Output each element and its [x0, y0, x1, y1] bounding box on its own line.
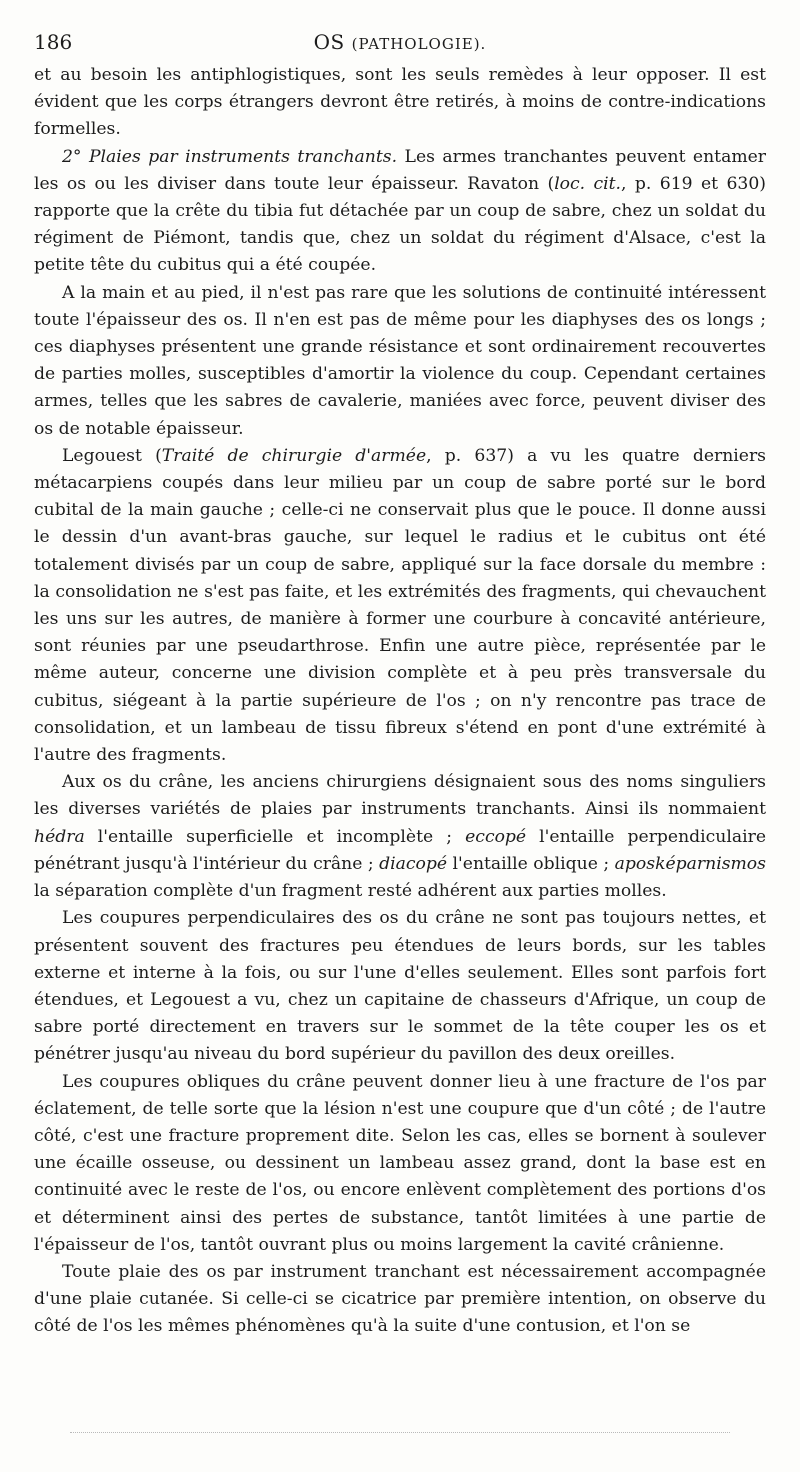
paragraph-text: Les coupures obliques du crâne peuvent donner lieu à une fracture de l'os par éclatement, de telle sorte que la lésion n'est une coupure que d'un côté ; de l'autre côté, c'est une fracture proprement dite. Selon les cas, elles se bornent à soulever une écaille osseuse, ou dessinent un lambeau assez grand, dont la base est en continuité avec le reste de l'os, ou encore enlèvent complètement des portions d'os et déterminent ainsi des pertes de substance, tantôt limitées à une partie de l'épaisseur de l'os, tantôt ouvrant plus ou moins largement la cavité crânienne.: [34, 1071, 766, 1255]
paragraph-text: l'entaille superficielle et incomplète ;: [84, 826, 466, 847]
paragraph-text: Les armes tranchantes peuvent entamer les os ou les diviser dans toute leur épaisseur. Ravaton (: [34, 146, 766, 194]
term: diacopé: [379, 853, 448, 874]
running-header: [34, 28, 766, 58]
paragraph-continued: [34, 62, 766, 144]
paragraph-text: , p. 637) a vu les quatre derniers métacarpiens coupés dans leur milieu par un coup de sabre porté sur le bord cubital de la main gauche ; celle-ci ne conservait plus que le pouce. Il donne aussi le dessin d'un avant-bras gauche, sur lequel le radius et le cubitus ont été totalement divisés par un coup de sabre, appliqué sur la face dorsale du membre : la consolidation ne s'est pas faite, et les extrémités des fragments, qui chevauchent les uns sur les autres, de manière à former une courbure à concavité antérieure, sont réunies par une pseudarthrose. Enfin une autre pièce, représentée par le même auteur, concerne une division complète et à peu près transversale du cubitus, siégeant à la partie supérieure de l'os ; on n'y rencontre pas trace de consolidation, et un lambeau de tissu fibreux s'étend en pont d'une extrémité à l'autre des fragments.: [34, 445, 766, 766]
paragraph: [34, 769, 766, 905]
paragraph-text: Les coupures perpendiculaires des os du crâne ne sont pas toujours nettes, et présentent souvent des fractures peu étendues de leurs bords, sur les tables externe et interne à la fois, ou sur l'une d'elles seulement. Elles sont parfois fort étendues, et Legouest a vu, chez un capitaine de chasseurs d'Afrique, un coup de sabre porté directement en travers sur le sommet de la tête couper les os et pénétrer jusqu'au niveau du bord supérieur du pavillon des deux oreilles.: [34, 908, 766, 1065]
paragraph: [34, 443, 766, 769]
paragraph-text: l'entaille oblique ;: [447, 853, 615, 874]
paragraph-text: et au besoin les antiphlogistiques, sont les seuls remèdes à leur opposer. Il est évident que les corps étrangers devront être retirés, à moins de contre-indications formelles.: [34, 65, 766, 140]
paragraph: [34, 1259, 766, 1341]
paragraph-text: l'entaille perpendiculaire pénétrant jusqu'à l'intérieur du crâne ;: [34, 826, 766, 874]
paragraph-section-2: [34, 144, 766, 280]
citation: loc. cit.: [554, 173, 622, 194]
running-title-sub: (PATHOLOGIE).: [351, 35, 487, 53]
page-body: [34, 62, 766, 1341]
paragraph: [34, 905, 766, 1068]
paragraph-text: la séparation complète d'un fragment resté adhérent aux parties molles.: [34, 881, 667, 902]
paragraph-text: Aux os du crâne, les anciens chirurgiens désignaient sous des noms singuliers les diverses variétés de plaies par instruments tranchants. Ainsi ils nommaient: [34, 772, 766, 820]
paragraph-text: Toute plaie des os par instrument tranchant est nécessairement accompagnée d'une plaie cutanée. Si celle-ci se cicatrice par première intention, on observe du côté de l'os les mêmes phénomènes qu'à la suite d'une contusion, et l'on se: [34, 1261, 766, 1337]
running-title-main: OS: [313, 30, 345, 54]
citation: Traité de chirurgie d'armée: [161, 445, 427, 466]
paragraph-text: A la main et au pied, il n'est pas rare que les solutions de continuité intéressent toute l'épaisseur des os. Il n'en est pas de même pour les diaphyses des os longs ; ces diaphyses présentent une grande résistance et sont ordinairement recouvertes de parties molles, susceptibles d'amortir la violence du coup. Cependant certaines armes, telles que les sabres de cavalerie, maniées avec force, peuvent diviser des os de notable épaisseur.: [34, 282, 766, 439]
footer-rule: [70, 1432, 730, 1433]
paragraph-text: , p. 619 et 630) rapporte que la crête du tibia fut détachée par un coup de sabre, chez un soldat du régiment de Piémont, tandis que, chez un soldat du régiment d'Alsace, c'est la petite tête du cubitus qui a été coupée.: [34, 173, 766, 276]
term: eccopé: [465, 826, 527, 847]
term: hédra: [34, 826, 85, 847]
section-heading: 2° Plaies par instruments tranchants.: [62, 146, 398, 167]
term: aposképarnismos: [614, 853, 766, 874]
paragraph: [34, 1069, 766, 1259]
paragraph-text: Legouest (: [62, 445, 162, 466]
paragraph: [34, 280, 766, 443]
page-number: 186: [34, 30, 73, 54]
running-title: [34, 30, 766, 54]
